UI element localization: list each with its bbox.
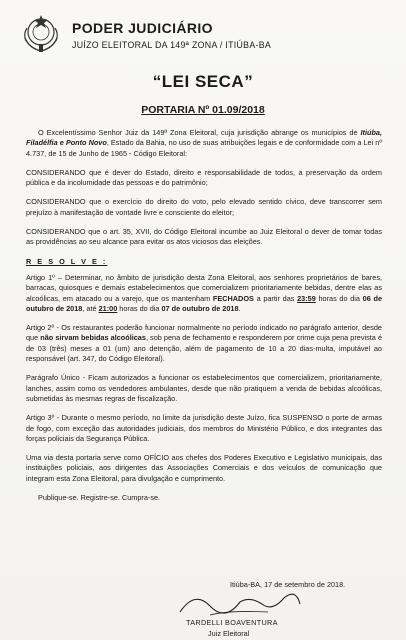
article-3: Artigo 3º - Durante o mesmo período, no limite da jurisdição deste Juízo, fica SUSPENSO o porte de armas de fogo, com exceção das autoridades judiciais, dos membros do Ministério Público, e dos integrantes das forças policiais da Segurança Pública. xyxy=(26,413,382,443)
copy-notice: Uma via desta portaria serve como OFÍCIO aos chefes dos Poderes Executivo e Legislativo municipais, das instituições policiais, aos dirigentes das Associações Comerciais e dos veículos de comunicação que integram esta Zona Eleitoral, para divulgação e cumprimento. xyxy=(26,453,382,483)
handwritten-signature-icon xyxy=(150,582,350,622)
place-date: Itiúba-BA, 17 de setembro de 2018. xyxy=(230,580,346,589)
article-2: Artigo 2º - Os restaurantes poderão funcionar normalmente no período indicado no parágrafo anterior, desde que não sirvam bebidas alcoólicas, sob pena de fechamento e responderem por crime cuja pena prevista é de 03 (três) meses a 01 (um) ano detenção, além de pagamento de 10 a 20 dias-multa, imputável ao responsável (art. 347, do Código Eleitoral). xyxy=(26,323,383,364)
signer-name: TARDELLI BOAVENTURA xyxy=(186,618,278,627)
article-1: Artigo 1º – Determinar, no âmbito de jurisdição desta Zona Eleitoral, aos senhores proprietários de bares, barracas, quiosques e demais estabelecimentos que comercializem prioritariamente bebidas, dentre elas as alcoólicas, em atacado ou a varejo, que os mantenham FECHADOS a partir das 23:59 horas do dia 06 de outubro de 2018, até 21:00 horas do dia 07 de outubro de 2018. xyxy=(26,272,382,313)
court-name: JUÍZO ELEITORAL DA 149ª ZONA / ITIÚBA-BA xyxy=(72,40,272,50)
document-subtitle: “LEI SECA” xyxy=(152,72,254,91)
considerando-2: CONSIDERANDO que o exercício do direito do voto, pelo elevado sentido cívico, deve transcorrer sem prejuízo à manifestação de vontade livre e consciente do eleitor; xyxy=(26,197,382,217)
intro-paragraph: O Excelentíssimo Senhor Juiz da 149ª Zona Eleitoral, cuja jurisdição abrange os municípios de Itiúba, Filadélfia e Ponto Novo, Estado da Bahia, no uso de suas atribuições legais e de conformidade com a Lei nº 4.737, de 15 de Junho de 1965 - Código Eleitoral: xyxy=(26,128,382,158)
signer-role: Juiz Eleitoral xyxy=(208,629,250,638)
portaria-number: PORTARIA Nº 01.09/2018 xyxy=(141,104,265,116)
jurisdiction-cities: Itiúba, Filadélfia e Ponto Novo xyxy=(26,128,382,148)
organization-name: PODER JUDICIÁRIO xyxy=(72,20,213,36)
resolve-heading: R E S O L V E : xyxy=(26,256,108,266)
paragrafo-unico: Parágrafo Único - Ficam autorizados a funcionar os estabelecimentos que comercializem, prioritariamente, lanches, assim como os vendedores ambulantes, desde que não pratiquem a venda de bebidas alcoólicas, submetidas às mesmas regras de fiscalização. xyxy=(26,373,382,403)
publication-line: Publique-se. Registre-se. Cumpra-se. xyxy=(38,493,161,503)
considerando-1: CONSIDERANDO que é dever do Estado, direito e responsabilidade de todos, a preservação da ordem pública e da incolumidade das pessoas e do patrimônio; xyxy=(26,167,382,188)
letterhead xyxy=(20,10,390,56)
coat-of-arms-icon xyxy=(20,10,62,54)
document-body xyxy=(26,128,382,512)
considerando-3: CONSIDERANDO que o art. 35, XVII, do Código Eleitoral incumbe ao Juiz Eleitoral o dever de tomar todas as providências ao seu alcance para evitar os atos viciosos das eleições. xyxy=(26,227,382,247)
